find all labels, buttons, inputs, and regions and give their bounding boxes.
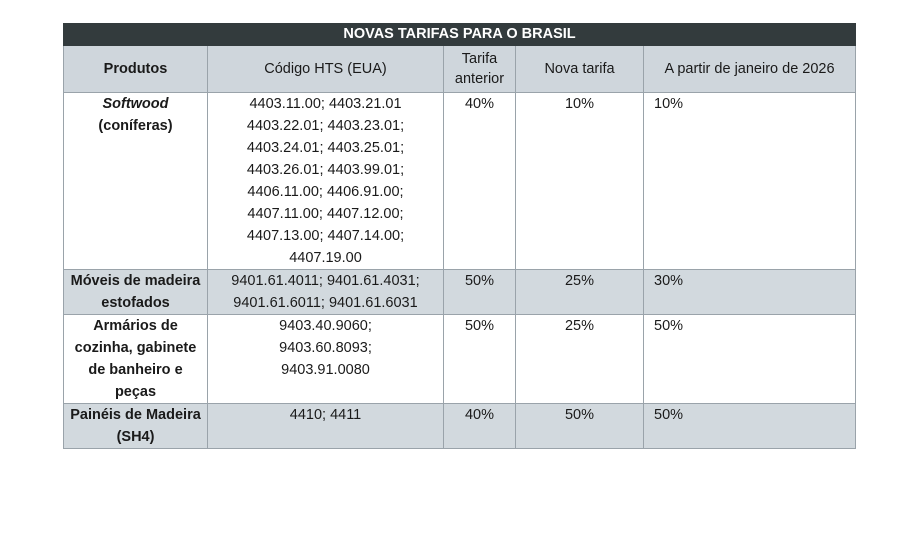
product-cell: Móveis de madeira estofados: [64, 270, 208, 315]
hts-code-line: 9403.91.0080: [281, 362, 370, 378]
header-new-tariff: Nova tarifa: [516, 46, 644, 93]
new-tariff-cell: 10%: [516, 93, 644, 270]
previous-tariff-cell: 40%: [444, 404, 516, 449]
table-title-row: [64, 24, 856, 46]
hts-code-line: 9403.40.9060;: [279, 318, 372, 334]
previous-tariff-cell: 40%: [444, 93, 516, 270]
header-products: Produtos: [64, 46, 208, 93]
table-row-softwood: [64, 93, 856, 270]
new-tariff-cell: 25%: [516, 315, 644, 404]
tariff-table: [63, 23, 856, 449]
table-row-upholstered-furniture: [64, 270, 856, 315]
hts-code-cell: [208, 270, 444, 315]
header-from-jan-2026: A partir de janeiro de 2026: [644, 46, 856, 93]
hts-code-line: 4403.24.01; 4403.25.01;: [246, 140, 405, 156]
product-name-italic: Softwood: [102, 96, 169, 112]
table-row-wood-panels: [64, 404, 856, 449]
table-header-row: [64, 46, 856, 93]
product-cell: [64, 93, 208, 270]
from-2026-tariff-cell: 50%: [644, 404, 856, 449]
previous-tariff-cell: 50%: [444, 315, 516, 404]
hts-code-line: 4407.19.00: [289, 250, 362, 266]
table-row-kitchen-cabinets: [64, 315, 856, 404]
hts-code-cell: [208, 404, 444, 449]
hts-code-line: 4403.22.01; 4403.23.01;: [246, 118, 405, 134]
hts-code-line: 9403.60.8093;: [279, 340, 372, 356]
hts-code-line: 4403.26.01; 4403.99.01;: [246, 162, 405, 178]
hts-code-line: 9401.61.6011; 9401.61.6031: [233, 295, 418, 311]
hts-code-line: 4410; 4411: [289, 407, 362, 423]
product-cell: Armários de cozinha, gabinete de banheiro e peças: [64, 315, 208, 404]
table-title: NOVAS TARIFAS PARA O BRASIL: [64, 24, 856, 46]
new-tariff-cell: 25%: [516, 270, 644, 315]
hts-code-line: 9401.61.4011; 9401.61.4031;: [231, 273, 420, 289]
previous-tariff-cell: 50%: [444, 270, 516, 315]
tariff-table-container: [63, 23, 855, 449]
hts-code-line: 4403.11.00; 4403.21.01: [249, 96, 402, 112]
hts-code-line: 4407.13.00; 4407.14.00;: [246, 228, 405, 244]
hts-code-cell: [208, 315, 444, 404]
new-tariff-cell: 50%: [516, 404, 644, 449]
from-2026-tariff-cell: 30%: [644, 270, 856, 315]
from-2026-tariff-cell: 50%: [644, 315, 856, 404]
header-hts-code: Código HTS (EUA): [208, 46, 444, 93]
product-cell: Painéis de Madeira (SH4): [64, 404, 208, 449]
hts-code-line: 4406.11.00; 4406.91.00;: [247, 184, 404, 200]
product-name: (coníferas): [98, 118, 173, 134]
hts-code-cell: [208, 93, 444, 270]
from-2026-tariff-cell: 10%: [644, 93, 856, 270]
hts-code-line: 4407.11.00; 4407.12.00;: [247, 206, 404, 222]
header-previous-tariff: Tarifa anterior: [444, 46, 516, 93]
